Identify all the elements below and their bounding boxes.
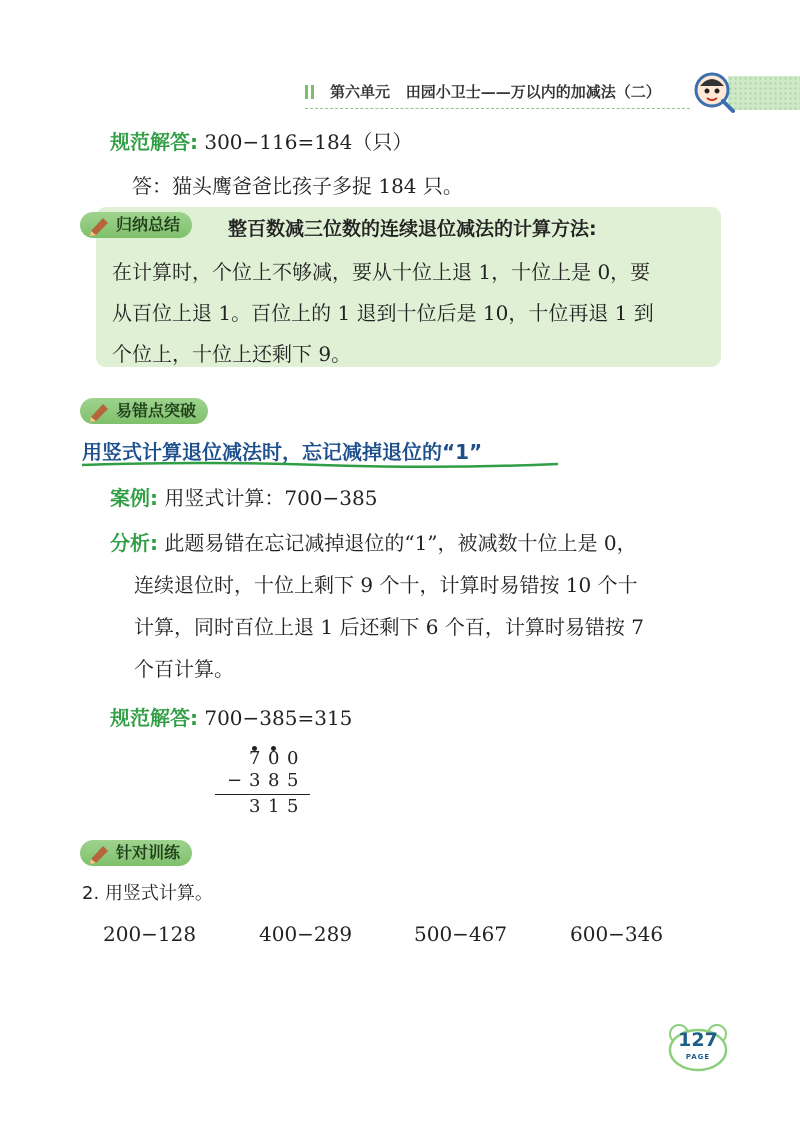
- summary-heading: 整百数减三位数的连续退位减法的计算方法:: [228, 218, 597, 240]
- subtrahend-digit: 5: [287, 770, 299, 791]
- heading-underline: [80, 460, 560, 470]
- case-label: 案例:: [110, 486, 158, 510]
- top-answer-text: 答：猫头鹰爸爸比孩子多捉 184 只。: [132, 174, 463, 198]
- summary-line-1: 在计算时，个位上不够减，要从十位上退 1，十位上是 0，要: [112, 260, 651, 284]
- subtrahend-digit: 8: [268, 770, 280, 791]
- result-digit: 5: [287, 796, 299, 817]
- analysis-line-3: 计算，同时百位上退 1 后还剩下 6 个百，计算时易错按 7: [134, 615, 644, 639]
- header-band: [728, 76, 800, 110]
- mistake-tag: [80, 398, 208, 424]
- pencil-icon: [88, 842, 112, 864]
- page-number-badge: [667, 1022, 729, 1072]
- top-answer-label: 规范解答:: [110, 130, 198, 154]
- mistake-answer-line: [110, 702, 352, 731]
- subtrahend-digit: 3: [249, 770, 261, 791]
- analysis-line-1: [110, 527, 637, 556]
- top-answer-line: [110, 126, 412, 155]
- practice-tag: [80, 840, 192, 866]
- header-bars: [305, 84, 317, 103]
- pencil-icon: [88, 214, 112, 236]
- mascot-magnifier-icon: [692, 70, 736, 114]
- mistake-heading: 用竖式计算退位减法时，忘记减掉退位的“1”: [82, 440, 483, 464]
- minuend-digit: 0: [287, 748, 299, 769]
- mistake-answer-equation: 700−385=315: [204, 706, 353, 730]
- minuend-digit: 0: [268, 748, 280, 769]
- minus-sign: −: [227, 770, 243, 791]
- practice-item: 400−289: [259, 922, 353, 946]
- case-text: 用竖式计算：700−385: [164, 486, 378, 510]
- page-number: 127: [678, 1029, 718, 1051]
- practice-item: 200−128: [103, 922, 197, 946]
- practice-tag-label: 针对训练: [116, 843, 181, 862]
- header-divider: [305, 108, 690, 109]
- practice-item: 500−467: [414, 922, 508, 946]
- header-unit: 第六单元: [330, 83, 391, 101]
- top-answer-equation: 300−116=184（只）: [204, 130, 413, 154]
- summary-tag: [80, 212, 192, 238]
- summary-line-2: 从百位上退 1。百位上的 1 退到十位后是 10，十位再退 1 到: [112, 301, 654, 325]
- practice-item: 600−346: [570, 922, 664, 946]
- header-chapter-title: 田园小卫士——万以内的加减法（二）: [405, 83, 661, 101]
- mistake-tag-label: 易错点突破: [116, 401, 197, 420]
- minuend-digit: 7: [249, 748, 261, 769]
- mistake-answer-label: 规范解答:: [110, 706, 198, 730]
- summary-line-3: 个位上，十位上还剩下 9。: [112, 342, 352, 366]
- analysis-line-2: 连续退位时，十位上剩下 9 个十，计算时易错按 10 个十: [134, 573, 638, 597]
- analysis-text-1: 此题易错在忘记减掉退位的“1”，被减数十位上是 0，: [164, 531, 637, 555]
- analysis-line-4: 个百计算。: [134, 657, 234, 681]
- page-label: PAGE: [685, 1053, 711, 1061]
- header-title: [330, 81, 661, 102]
- analysis-label: 分析:: [110, 531, 158, 555]
- pencil-icon: [88, 400, 112, 422]
- practice-question: 2. 用竖式计算。: [82, 883, 213, 904]
- sum-line: [215, 794, 310, 795]
- result-digit: 3: [249, 796, 261, 817]
- summary-tag-label: 归纳总结: [116, 215, 181, 234]
- case-line: [110, 482, 377, 511]
- result-digit: 1: [268, 796, 280, 817]
- vertical-subtraction: [215, 742, 325, 822]
